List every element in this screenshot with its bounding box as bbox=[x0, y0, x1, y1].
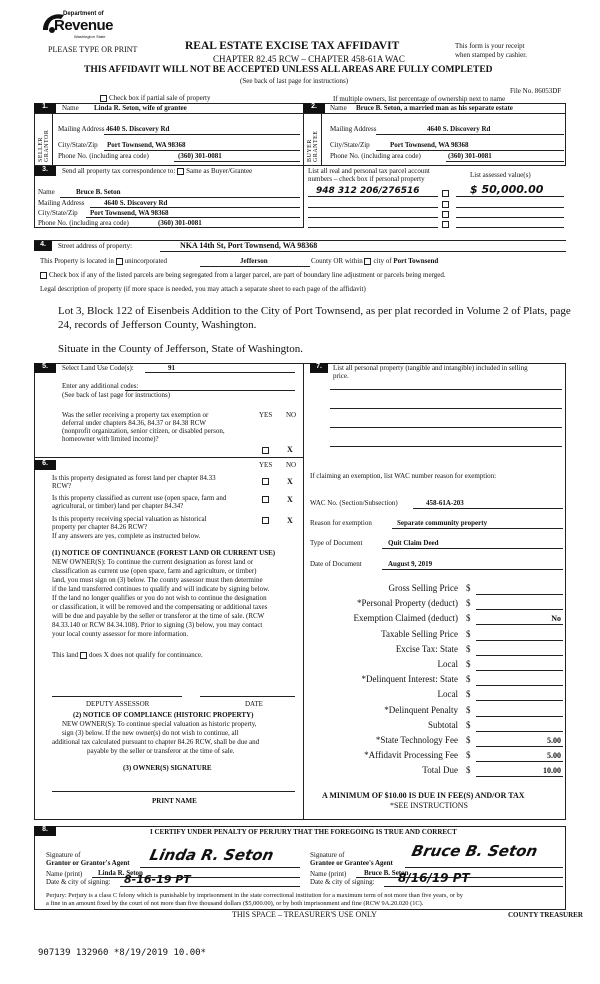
assessed-value[interactable]: $ 50,000.00 bbox=[470, 183, 544, 196]
please-type: PLEASE TYPE OR PRINT bbox=[48, 45, 138, 54]
buyer-address[interactable]: 4640 S. Discovery Rd bbox=[427, 125, 491, 133]
fee-value[interactable]: 5.00 bbox=[547, 751, 561, 761]
notice2-title: (2) NOTICE OF COMPLIANCE (HISTORIC PROPERTY) bbox=[73, 711, 254, 719]
fee-label: Total Due bbox=[422, 765, 458, 776]
form-warning: THIS AFFIDAVIT WILL NOT BE ACCEPTED UNLESS ALL AREAS ARE FULLY COMPLETED bbox=[84, 65, 493, 75]
city-name[interactable]: Port Townsend bbox=[393, 257, 439, 265]
within-label: within bbox=[344, 257, 363, 265]
fee-label: Local bbox=[437, 659, 458, 669]
historic-answer[interactable]: X bbox=[287, 516, 293, 525]
grantor-name[interactable]: Linda R. Seton bbox=[98, 869, 143, 877]
grantor-date[interactable]: 8-16-19 PT bbox=[124, 873, 191, 886]
seller-phone[interactable]: (360) 301-0081 bbox=[178, 152, 222, 160]
exemption-q-3: (nonprofit organization, senior citizen, or disabled person, bbox=[62, 427, 225, 435]
perjury-line-1: Perjury: Perjury is a class C felony which is punishable by imprisonment in the state correctional institution for a maximum term of not more than five years, or by bbox=[46, 892, 463, 899]
receipt-note-2: when stamped by cashier. bbox=[455, 51, 527, 59]
fee-value[interactable]: 10.00 bbox=[543, 766, 561, 776]
fee-dollar-sign: $ bbox=[466, 628, 471, 639]
notice1-title: (1) NOTICE OF CONTINUANCE (FOREST LAND OR CURRENT USE) bbox=[52, 549, 276, 557]
continuance-row bbox=[52, 651, 203, 659]
fee-label: *Delinquent Penalty bbox=[384, 704, 458, 715]
within-row bbox=[311, 257, 438, 265]
grantor-signature[interactable]: Linda R. Seton bbox=[148, 846, 276, 864]
claim-exemption-label: If claiming an exemption, list WAC number reason for exemption: bbox=[310, 472, 497, 480]
revenue-logo bbox=[40, 8, 114, 42]
does-label: does bbox=[89, 651, 102, 659]
personal-property-checkbox-2[interactable] bbox=[442, 201, 449, 208]
tax-address[interactable]: 4640 S. Discovery Rd bbox=[104, 199, 168, 207]
current-use-answer[interactable]: X bbox=[287, 495, 293, 504]
does-not-label: X does not qualify for continuance. bbox=[103, 651, 203, 659]
partial-sale-checkbox[interactable] bbox=[100, 95, 107, 102]
section-3-number: 3. bbox=[34, 166, 56, 176]
exemption-q-4: homeowner with limited income)? bbox=[62, 435, 159, 443]
notice1-line-7: will be due and payable by the seller or transferor at the time of sale. (RCW bbox=[52, 612, 265, 620]
street-address[interactable]: NKA 14th St, Port Townsend, WA 98368 bbox=[180, 241, 318, 250]
section-1-number: 1. bbox=[34, 103, 56, 113]
tax-city[interactable]: Port Townsend, WA 98368 bbox=[90, 209, 169, 217]
notice1-line-9: your local county assessor for more information. bbox=[52, 630, 189, 638]
seller-address[interactable]: 4640 S. Discovery Rd bbox=[106, 125, 170, 133]
section-8-number: 8. bbox=[34, 826, 56, 836]
tax-address-label: Mailing Address bbox=[38, 199, 85, 207]
grantee-name-label: Name (print) bbox=[310, 870, 347, 878]
exemption-q-2: deferral under chapters 84.36, 84.37 or 84.38 RCW bbox=[62, 419, 207, 427]
section-7-number: 7. bbox=[310, 363, 328, 373]
fee-label: Local bbox=[437, 689, 458, 700]
grantor-signature-of: Signature of bbox=[46, 851, 81, 859]
grantee-date[interactable]: 8/16/19 PT bbox=[398, 871, 470, 885]
fee-dollar-sign: $ bbox=[466, 613, 471, 624]
buyer-name-label: Name bbox=[330, 104, 347, 112]
seller-name[interactable]: Linda R. Seton, wife of grantee bbox=[94, 104, 187, 112]
fee-dollar-sign: $ bbox=[466, 674, 471, 685]
fee-dollar-sign: $ bbox=[466, 689, 471, 700]
send-correspondence bbox=[62, 167, 252, 175]
fee-dollar-sign: $ bbox=[466, 659, 471, 669]
street-label: Street address of property: bbox=[58, 242, 133, 250]
city-checkbox[interactable] bbox=[364, 258, 371, 265]
tax-phone-label: Phone No. (including area code) bbox=[38, 219, 129, 227]
section-5-number: 5. bbox=[34, 363, 56, 373]
section-2-number: 2. bbox=[303, 103, 325, 113]
logo-name: Revenue bbox=[54, 17, 114, 34]
city-of-label: city of bbox=[373, 257, 392, 265]
cashier-stamp: 907139 132960 *8/19/2019 10.00* bbox=[38, 948, 206, 958]
grantee-name[interactable]: Bruce B. Seton bbox=[364, 869, 409, 877]
notice2-line-4: payable by the seller or transferor at the time of sale. bbox=[87, 747, 235, 755]
tax-name[interactable]: Bruce B. Seton bbox=[76, 188, 121, 196]
personal-property-label-2: price. bbox=[333, 372, 349, 380]
notice1-line-1: NEW OWNER(S): To continue the current designation as forest land or bbox=[52, 558, 254, 566]
notice1-line-5: If the land no longer qualifies or you do not wish to continue the designation bbox=[52, 594, 267, 602]
form-title: REAL ESTATE EXCISE TAX AFFIDAVIT bbox=[185, 40, 400, 52]
personal-property-label-1: List all personal property (tangible and intangible) included in selling bbox=[333, 364, 528, 372]
buyer-address-label: Mailing Address bbox=[330, 125, 377, 133]
personal-property-checkbox-1[interactable] bbox=[442, 190, 449, 197]
fee-label: Taxable Selling Price bbox=[381, 628, 458, 639]
grantor-date-label: Date & city of signing: bbox=[46, 878, 111, 886]
parcel-label-1: List all real and personal tax parcel account bbox=[308, 167, 430, 175]
deputy-date-label: DATE bbox=[245, 700, 263, 708]
buyer-phone-label: Phone No. (including area code) bbox=[330, 152, 421, 160]
partial-sale-row bbox=[100, 94, 210, 102]
multiple-owners-label: If multiple owners, list percentage of ownership next to name bbox=[333, 95, 506, 103]
notice2-line-1: NEW OWNER(S): To continue special valuation as historic property, bbox=[62, 720, 257, 728]
seller-side-label: SELLER GRANTOR bbox=[38, 129, 50, 162]
seller-address-label: Mailing Address bbox=[58, 125, 105, 133]
forest-yes-checkbox[interactable] bbox=[262, 478, 269, 485]
buyer-side-label: BUYER GRANTEE bbox=[307, 130, 319, 162]
parcel-number[interactable]: 948 312 206/276516 bbox=[316, 186, 420, 196]
deputy-assessor-label: DEPUTY ASSESSOR bbox=[86, 700, 150, 708]
section5-yes: YES bbox=[259, 411, 273, 419]
unincorporated-checkbox[interactable] bbox=[116, 258, 123, 265]
seller-phone-label: Phone No. (including area code) bbox=[58, 152, 149, 160]
land-use-label: Select Land Use Code(s): bbox=[62, 364, 134, 372]
grantee-signature[interactable]: Bruce B. Seton bbox=[410, 842, 540, 860]
logo-state: Washington State bbox=[74, 34, 106, 39]
fee-label: *Delinquent Interest: State bbox=[361, 674, 458, 685]
historic-yes-checkbox[interactable] bbox=[262, 517, 269, 524]
additional-codes-label: Enter any additional codes: bbox=[62, 382, 139, 390]
fee-dollar-sign: $ bbox=[466, 583, 471, 593]
fee-dollar-sign: $ bbox=[466, 735, 471, 745]
historic-q-2: property per chapter 84.26 RCW? bbox=[52, 523, 148, 531]
grantee-date-label: Date & city of signing: bbox=[310, 878, 375, 886]
fee-label: Exemption Claimed (deduct) bbox=[353, 613, 458, 624]
notice2-line-3: additional tax calculated pursuant to chapter 84.26 RCW, shall be due and bbox=[52, 738, 260, 746]
owner-signature-label: (3) OWNER(S) SIGNATURE bbox=[123, 764, 212, 772]
receipt-note-1: This form is your receipt bbox=[455, 42, 525, 50]
treasurer-space-label: THIS SPACE – TREASURER'S USE ONLY bbox=[232, 910, 377, 919]
does-qualify-checkbox[interactable] bbox=[80, 652, 87, 659]
perjury-line-2: a fine in an amount fixed by the court of not more than five thousand dollars ($5,000.00), or by both imprisonment and fine (RCW 9A.20.020 (1C). bbox=[46, 900, 424, 907]
notice1-line-2: classification as current use (open space, farm and agriculture, or timber) bbox=[52, 567, 257, 575]
current-use-yes-checkbox[interactable] bbox=[262, 496, 269, 503]
fee-label: *Affidavit Processing Fee bbox=[364, 750, 458, 761]
fee-dollar-sign: $ bbox=[466, 598, 471, 609]
current-use-q-2: agricultural, or timber) land per chapter 84.34? bbox=[52, 502, 184, 510]
section-4-number: 4. bbox=[34, 241, 52, 251]
current-use-q-1: Is this property classified as current use (open space, farm and bbox=[52, 494, 227, 502]
assessed-label: List assessed value(s) bbox=[470, 171, 531, 179]
buyer-city-label: City/State/Zip bbox=[330, 141, 370, 149]
fee-value[interactable]: 5.00 bbox=[547, 736, 561, 745]
file-no: File No. 86053DF bbox=[510, 87, 562, 95]
forest-answer[interactable]: X bbox=[287, 477, 293, 486]
grantor-agent-label: Grantor or Grantor's Agent bbox=[46, 859, 130, 867]
legal-label: Legal description of property (if more space is needed, you may attach a separate sheet to each page of the affidavit) bbox=[40, 285, 366, 293]
section5-yes-checkbox[interactable] bbox=[262, 447, 269, 454]
unincorporated-label: unincorporated bbox=[124, 257, 168, 265]
exemption-q-1: Was the seller receiving a property tax exemption or bbox=[62, 411, 209, 419]
county-treasurer-label: COUNTY TREASURER bbox=[508, 911, 583, 919]
buyer-city[interactable]: Port Townsend, WA 98368 bbox=[390, 141, 469, 149]
partial-sale-label: Check box if partial sale of property bbox=[109, 94, 211, 102]
grantee-signature-of: Signature of bbox=[310, 851, 345, 859]
doc-type-value[interactable]: Quit Claim Deed bbox=[388, 539, 439, 547]
doc-date-label: Date of Document bbox=[310, 560, 362, 568]
seller-name-label: Name bbox=[62, 104, 79, 112]
forest-q-1: Is this property designated as forest land per chapter 84.33 bbox=[52, 474, 216, 482]
doc-type-label: Type of Document bbox=[310, 539, 363, 547]
see-back-note: (See back of last page for instructions) bbox=[240, 77, 349, 85]
fee-label: *Personal Property (deduct) bbox=[357, 598, 458, 609]
fee-dollar-sign: $ bbox=[466, 643, 471, 654]
fee-value[interactable]: No bbox=[551, 614, 561, 624]
legal-line-3: Situate in the County of Jefferson, State of Washington. bbox=[58, 343, 303, 355]
notice2-line-2: sign (3) below. If the new owner(s) do not wish to continue, all bbox=[62, 729, 239, 737]
tax-city-label: City/State/Zip bbox=[38, 209, 78, 217]
parcel-label-2: numbers – check box if personal property bbox=[308, 175, 425, 183]
seller-city[interactable]: Port Townsend, WA 98368 bbox=[107, 141, 186, 149]
grantor-name-label: Name (print) bbox=[46, 870, 83, 878]
tax-name-label: Name bbox=[38, 188, 55, 196]
reason-label: Reason for exemption bbox=[310, 519, 372, 527]
send-correspondence-label: Send all property tax correspondence to: bbox=[62, 167, 176, 175]
segregated-checkbox[interactable] bbox=[40, 272, 47, 279]
located-label: This Property is located in bbox=[40, 257, 114, 265]
form-chapter: CHAPTER 82.45 RCW – CHAPTER 458-61A WAC bbox=[213, 54, 405, 64]
fee-label: Excise Tax: State bbox=[395, 643, 458, 654]
fee-dollar-sign: $ bbox=[466, 765, 471, 776]
county-name[interactable]: Jefferson bbox=[240, 257, 268, 265]
print-name-label: PRINT NAME bbox=[152, 797, 197, 805]
historic-q-1: Is this property receiving special valuation as historical bbox=[52, 515, 207, 523]
same-as-buyer-checkbox[interactable] bbox=[177, 168, 184, 175]
buyer-phone[interactable]: (360) 301-0081 bbox=[448, 152, 492, 160]
county-or: County OR bbox=[311, 257, 344, 265]
notice1-line-6: or classification, it will be removed and the compensating or additional taxes bbox=[52, 603, 268, 611]
buyer-name[interactable]: Bruce B. Seton, a married man as his separate estate bbox=[356, 104, 513, 112]
fee-label: Subtotal bbox=[427, 719, 458, 730]
legal-line-1: Lot 3, Block 122 of Eisenbeis Addition to the City of Port Townsend, as per plat recorded in Volume 2 of Plats, page bbox=[58, 305, 571, 317]
certify-statement: I CERTIFY UNDER PENALTY OF PERJURY THAT THE FOREGOING IS TRUE AND CORRECT bbox=[150, 828, 457, 836]
tax-phone[interactable]: (360) 301-0081 bbox=[158, 219, 202, 227]
section6-no: NO bbox=[286, 461, 297, 469]
located-row bbox=[40, 257, 167, 265]
section5-answer[interactable]: X bbox=[287, 445, 293, 454]
fee-dollar-sign: $ bbox=[466, 750, 471, 761]
doc-date-value[interactable]: August 9, 2019 bbox=[388, 560, 433, 568]
wac-number[interactable]: 458-61A-203 bbox=[426, 499, 464, 507]
segregated-row bbox=[40, 271, 446, 279]
same-as-buyer-label: Same as Buyer/Grantee bbox=[186, 167, 253, 175]
wac-label: WAC No. (Section/Subsection) bbox=[310, 499, 398, 507]
section5-see-back: (See back of last page for instructions) bbox=[62, 391, 171, 399]
see-instructions: *SEE INSTRUCTIONS bbox=[390, 801, 469, 810]
forest-q-2: RCW? bbox=[52, 482, 72, 490]
section6-yes: YES bbox=[259, 461, 273, 469]
legal-line-2: 24, records of Jefferson County, Washington. bbox=[58, 319, 257, 331]
personal-property-checkbox-4[interactable] bbox=[442, 221, 449, 228]
section5-no: NO bbox=[286, 411, 297, 419]
fee-dollar-sign: $ bbox=[466, 719, 471, 730]
notice1-line-4: if the land transferred continues to qualify and will indicate by signing below. bbox=[52, 585, 270, 593]
if-yes-note: If any answers are yes, complete as instructed below. bbox=[52, 532, 201, 540]
reason-value[interactable]: Separate community property bbox=[397, 519, 488, 527]
logo-dept: Department of bbox=[63, 11, 104, 17]
section-6-number: 6. bbox=[34, 460, 56, 470]
notice1-line-3: land, you must sign on (3) below. The county assessor must then determine bbox=[52, 576, 263, 584]
minimum-note: A MINIMUM OF $10.00 IS DUE IN FEE(S) AND/OR TAX bbox=[322, 791, 525, 800]
fee-label: *State Technology Fee bbox=[375, 735, 458, 745]
fee-label: Gross Selling Price bbox=[388, 583, 458, 593]
seller-city-label: City/State/Zip bbox=[58, 141, 98, 149]
notice1-line-8: 84.33.140 or RCW 84.34.108). Prior to signing (3) below, you may contact bbox=[52, 621, 263, 629]
fee-dollar-sign: $ bbox=[466, 704, 471, 715]
personal-property-checkbox-3[interactable] bbox=[442, 211, 449, 218]
segregated-label: Check box if any of the listed parcels are being segregated from a larger parcel, are part of boundary line adjustment or parcels being merged. bbox=[49, 271, 446, 279]
land-use-code[interactable]: 91 bbox=[168, 364, 175, 372]
this-land-label: This land bbox=[52, 651, 79, 659]
grantee-agent-label: Grantee or Grantee's Agent bbox=[310, 859, 393, 867]
